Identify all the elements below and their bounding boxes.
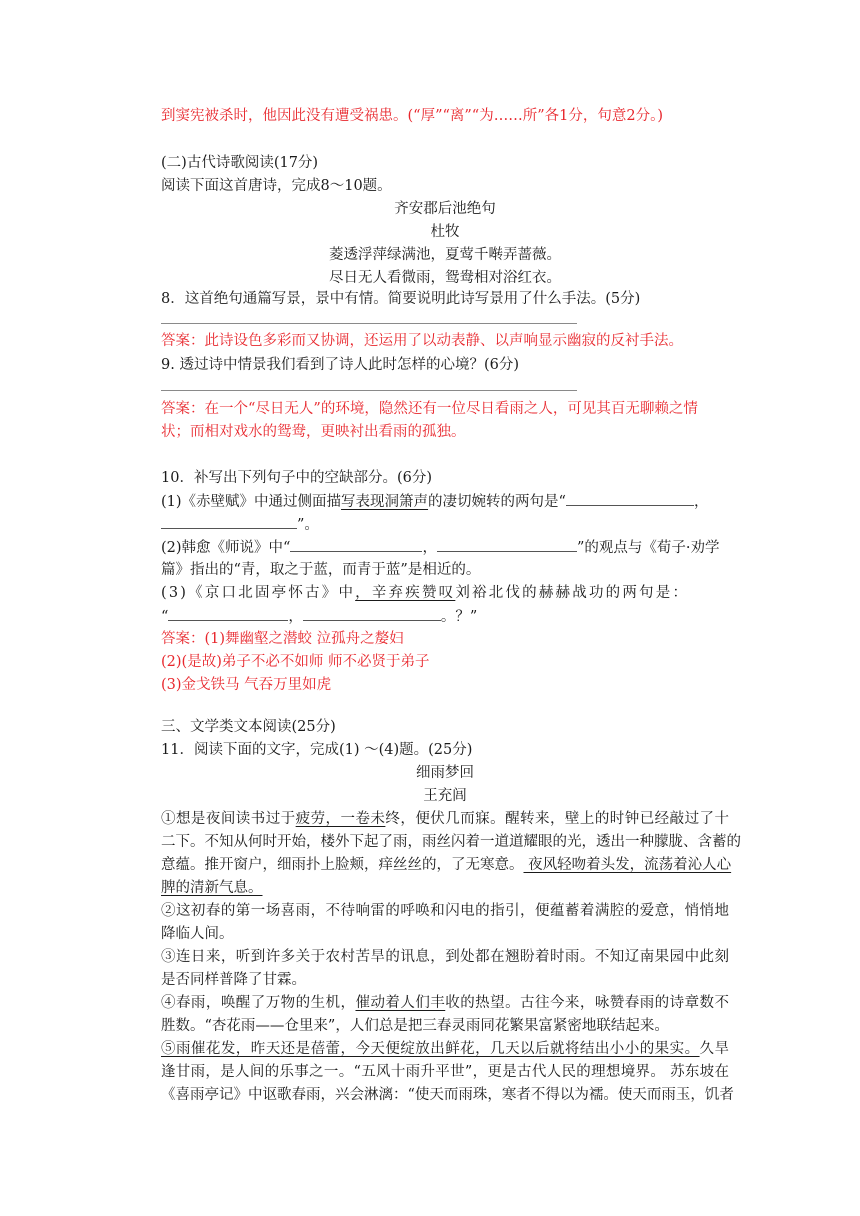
p1-l4-underlined: 脾的清新气息。: [161, 880, 263, 896]
question-8: 8．这首绝句通篇写景，景中有情。简要说明此诗写景用了什么手法。(5分): [161, 291, 641, 307]
q10-s1-comma: ，: [693, 494, 709, 510]
q10-s2-prefix: (2)韩愈《师说》中“: [161, 540, 291, 556]
p5-rest: 久旱: [699, 1041, 730, 1057]
paragraph-1-line-4: [161, 878, 729, 898]
q10-s1-prefix: (1)《赤壁赋》中通过侧面描: [161, 494, 342, 510]
q10-s1-end: ”。: [297, 517, 319, 533]
answer-q10-2: (2)(是故)弟子不必不如师 师不必贤于弟子: [161, 654, 430, 670]
p4-underlined: 催动着人们丰: [355, 995, 446, 1011]
p1-underlined: 疲劳，一卷未: [295, 811, 386, 827]
section-3-heading: 三、文学类文本阅读(25分): [161, 719, 336, 735]
paragraph-2-line-1: ②这初春的第一场喜雨，不待响雷的呼唤和闪电的指引，便蕴蓄着满腔的爱意，悄悄地: [161, 903, 729, 919]
q10-s3-underlined: ，辛弃疾赞叹: [355, 585, 456, 601]
answer-q9-line-1: 答案：在一个“尽日无人”的环境，隐然还有一位尽日看雨之人，可见其百无聊赖之情: [161, 401, 698, 417]
answer-line-q8: [161, 323, 577, 324]
q10-s3-comma: ，: [288, 609, 303, 625]
p1-rest: 终，便伏几而寐。醒转来，壁上的时钟已经敲过了十: [385, 811, 730, 827]
question-11: 11．阅读下面的文字，完成(1) ～(4)题。(25分): [161, 742, 473, 758]
paragraph-1-line-2: 二下。不知从何时开始，楼外下起了雨，雨丝闪着一道道耀眼的光，透出一种朦胧、含蓄的: [161, 834, 741, 850]
poem-author: 杜牧: [430, 224, 460, 240]
poetry-instruction: 阅读下面这首唐诗，完成8～10题。: [161, 178, 392, 194]
answer-q9-line-2: 状；而相对戏水的鸳鸯，更映衬出看雨的孤独。: [161, 424, 466, 440]
q10-s3-quote: “: [161, 609, 169, 625]
q10-s3-prefix: (3)《京口北固亭怀古》中: [161, 585, 356, 601]
paragraph-1-line-3: [161, 855, 732, 875]
paragraph-5-line-2: 逢甘雨，是人间的乐事之一。“五风十雨升平世”，更是古代人民的理想境界。 苏东坡在: [161, 1064, 729, 1080]
paragraph-3-line-2: 是否同样普降了甘霖。: [161, 972, 306, 988]
q10-sentence-1: [161, 491, 729, 512]
paragraph-4-line-1: [161, 993, 729, 1013]
p4-rest: 收的热望。古往今来，咏赞春雨的诗章数不: [445, 995, 730, 1011]
fill-blank-6[interactable]: [303, 606, 441, 621]
article-title: 细雨梦回: [416, 765, 474, 781]
p1-prefix: ①想是夜间读书过于: [161, 811, 296, 827]
q10-sentence-2: [161, 537, 729, 558]
fill-blank-5[interactable]: [168, 606, 288, 621]
q10-sentence-3-cont: [161, 606, 729, 627]
q10-s1-underlined: 写表现洞箫声: [341, 494, 429, 510]
intro-answer: 到窦宪被杀时，他因此没有遭受祸患。(“厚”“离”“为……所”各1分，句意2分。): [161, 108, 663, 124]
q10-s3-mid: 刘裕北伐的赫赫战功的两句是：: [455, 585, 690, 601]
paragraph-5-line-3: 《喜雨亭记》中讴歌春雨，兴会淋漓：“使天而雨珠，寒者不得以为襦。使天而雨玉，饥者: [161, 1087, 734, 1103]
paragraph-5-line-1: [161, 1039, 729, 1059]
paragraph-3-line-1: ③连日来，听到许多关于农村苦旱的讯息，到处都在翘盼着时雨。不知辽南果园中此刻: [161, 949, 729, 965]
question-9: 9. 透过诗中情景我们看到了诗人此时怎样的心境？(6分): [161, 357, 519, 373]
fill-blank-2[interactable]: [161, 514, 297, 529]
question-10: 10．补写出下列句子中的空缺部分。(6分): [161, 470, 432, 486]
paragraph-4-line-2: 胜数。“杏花雨——仓里来”，人们总是把三春灵雨同花繁果富紧密地联结起来。: [161, 1018, 669, 1034]
p1-l3-underlined: 夜风轻吻着头发，流荡着沁人心: [523, 857, 732, 873]
poem-line-2: 尽日无人看微雨，鸳鸯相对浴红衣。: [329, 270, 561, 286]
q10-sentence-1-cont: [161, 514, 729, 535]
answer-q10-1: 答案：(1)舞幽壑之潜蛟 泣孤舟之嫠妇: [161, 631, 404, 647]
p5-underlined: ⑤雨催花发，昨天还是蓓蕾，今天便绽放出鲜花，几天以后就将结出小小的果实。: [161, 1041, 700, 1057]
answer-line-q9: [161, 390, 577, 391]
p1-l3-text: 意蕴。推开窗户，细雨扑上脸颊，痒丝丝的，了无寒意。: [161, 857, 524, 873]
fill-blank-3[interactable]: [290, 537, 422, 552]
answer-q8: 答案：此诗设色多彩而又协调，还运用了以动表静、以声响显示幽寂的反衬手法。: [161, 333, 683, 349]
q10-sentence-2-cont: 篇》指出的“青，取之于蓝，而青于蓝”是相近的。: [161, 562, 481, 578]
answer-q10-3: (3)金戈铁马 气吞万里如虎: [161, 677, 332, 693]
paragraph-1-line-1: [161, 809, 729, 829]
poetry-section-heading: (二)古代诗歌阅读(17分): [161, 155, 319, 171]
q10-s3-end: 。？”: [440, 609, 478, 625]
q10-sentence-3: [161, 583, 729, 603]
p4-prefix: ④春雨，唤醒了万物的生机，: [161, 995, 356, 1011]
paragraph-2-line-2: 降临人间。: [161, 926, 234, 942]
poem-title: 齐安郡后池绝句: [394, 201, 496, 217]
fill-blank-4[interactable]: [437, 537, 577, 552]
q10-s2-mid: ”的观点与《荀子·劝学: [576, 540, 720, 556]
q10-s1-mid: 的凄切婉转的两句是“: [428, 494, 566, 510]
article-author: 王充闾: [423, 788, 467, 804]
q10-s2-comma: ，: [422, 540, 437, 556]
poem-line-1: 菱透浮萍绿满池，夏莺千啭弄蔷薇。: [329, 247, 561, 263]
fill-blank-1[interactable]: [566, 491, 694, 506]
